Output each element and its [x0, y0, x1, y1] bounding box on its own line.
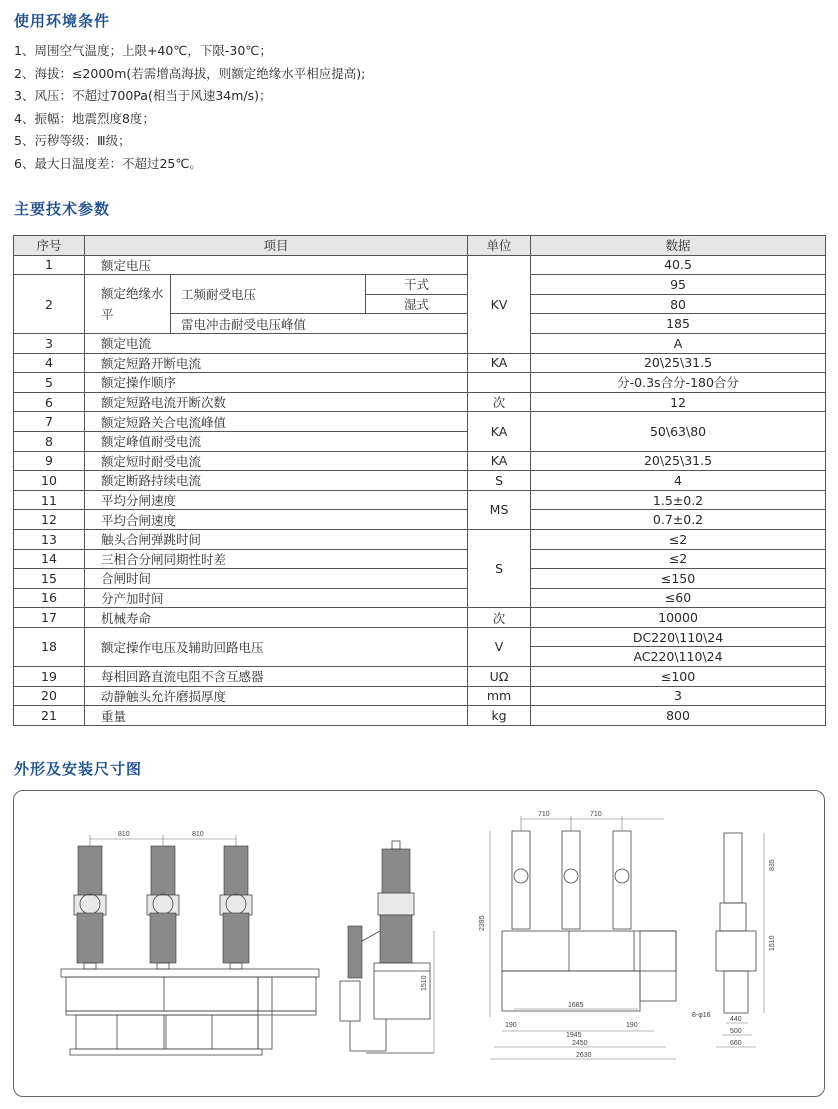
dim-500: 500	[730, 1028, 742, 1035]
table-row: 13 触头合闸弹跳时间 S ≤2	[14, 529, 826, 549]
condition-item: 4、振幅：地震烈度8度；	[14, 110, 155, 126]
dim-1510-a: 1510	[421, 975, 428, 991]
condition-item: 6、最大日温度差：不超过25℃。	[14, 155, 202, 171]
condition-item: 5、污秽等级：Ⅲ级；	[14, 133, 131, 148]
dim-190-a: 190	[505, 1022, 517, 1029]
parameter-table	[13, 235, 826, 726]
table-row: 湿式 80	[14, 294, 826, 314]
conditions-list	[14, 40, 365, 175]
header-no: 序号	[14, 236, 85, 256]
table-header-row	[14, 236, 826, 256]
dim-810-b: 810	[192, 831, 204, 838]
table-row: 10 额定断路持续电流 S 4	[14, 471, 826, 491]
dim-440: 440	[730, 1016, 742, 1023]
table-row: AC220\110\24	[14, 647, 826, 667]
dim-1945: 1945	[566, 1032, 582, 1039]
dim-2630: 2630	[576, 1052, 592, 1059]
table-row: 20 动静触头允许磨损厚度 mm 3	[14, 686, 826, 706]
side-view-drawing	[340, 841, 434, 1053]
table-row: 9 额定短时耐受电流 KA 20\25\31.5	[14, 451, 826, 471]
table-row: 19 每相回路直流电阻不含互感器 UΩ ≤100	[14, 667, 826, 687]
table-row: 4 额定短路开断电流 KA 20\25\31.5	[14, 353, 826, 373]
dim-710-b: 710	[590, 811, 602, 818]
table-row: 11 平均分闸速度 MS 1.5±0.2	[14, 490, 826, 510]
dim-190-b: 190	[626, 1022, 638, 1029]
table-row: 6 额定短路电流开断次数 次 12	[14, 392, 826, 412]
dim-2450: 2450	[572, 1040, 588, 1047]
table-row: 16 分产加时间 ≤60	[14, 588, 826, 608]
dim-1510-b: 1510	[769, 935, 776, 951]
table-row: 17 机械寿命 次 10000	[14, 608, 826, 628]
dim-810-a: 810	[118, 831, 130, 838]
table-row: 1 额定电压 KV 40.5	[14, 255, 826, 275]
dim-1685: 1685	[568, 1002, 584, 1009]
table-row: 7 额定短路关合电流峰值 KA 50\63\80	[14, 412, 826, 432]
table-row: 18 额定操作电压及辅助回路电压 V DC220\110\24	[14, 627, 826, 647]
condition-item: 2、海拔：≤2000m(若需增高海拔，则额定绝缘水平相应提高);	[14, 65, 366, 81]
dim-2395: 2395	[479, 915, 486, 931]
drawing-section-title: 外形及安装尺寸图	[14, 760, 143, 778]
dim-835: 835	[769, 859, 776, 871]
dim-660: 660	[730, 1040, 742, 1047]
installation-drawing	[14, 791, 826, 1098]
table-row: 3 额定电流 A	[14, 333, 826, 353]
drawing-frame	[13, 790, 825, 1097]
table-row: 8 额定峰值耐受电流	[14, 431, 826, 451]
dim-710-a: 710	[538, 811, 550, 818]
tech-section-title: 主要技术参数	[14, 200, 111, 218]
front-outline-drawing	[479, 811, 676, 1059]
condition-item: 1、周围空气温度；上限+40℃，下限-30℃；	[14, 43, 272, 58]
header-unit: 单位	[468, 236, 531, 256]
table-row: 15 合闸时间 ≤150	[14, 569, 826, 589]
table-row: 2 额定绝缘水平 工频耐受电压 干式 95	[14, 275, 826, 295]
env-section-title: 使用环境条件	[14, 12, 111, 30]
table-row: 14 三相合分闸同期性时差 ≤2	[14, 549, 826, 569]
table-row: 12 平均合闸速度 0.7±0.2	[14, 510, 826, 530]
header-item: 项目	[85, 236, 468, 256]
front-view-drawing	[61, 831, 319, 1055]
condition-item: 3、风压：不超过700Pa(相当于风速34m/s)；	[14, 88, 272, 103]
table-row: 雷电冲击耐受电压峰值 185	[14, 314, 826, 334]
side-outline-drawing	[692, 833, 776, 1047]
table-row: 5 额定操作顺序 分-0.3s合分-180合分	[14, 373, 826, 393]
table-row: 21 重量 kg 800	[14, 706, 826, 726]
header-value: 数据	[531, 236, 826, 256]
dim-8-phi16: 8-φ16	[692, 1012, 711, 1019]
